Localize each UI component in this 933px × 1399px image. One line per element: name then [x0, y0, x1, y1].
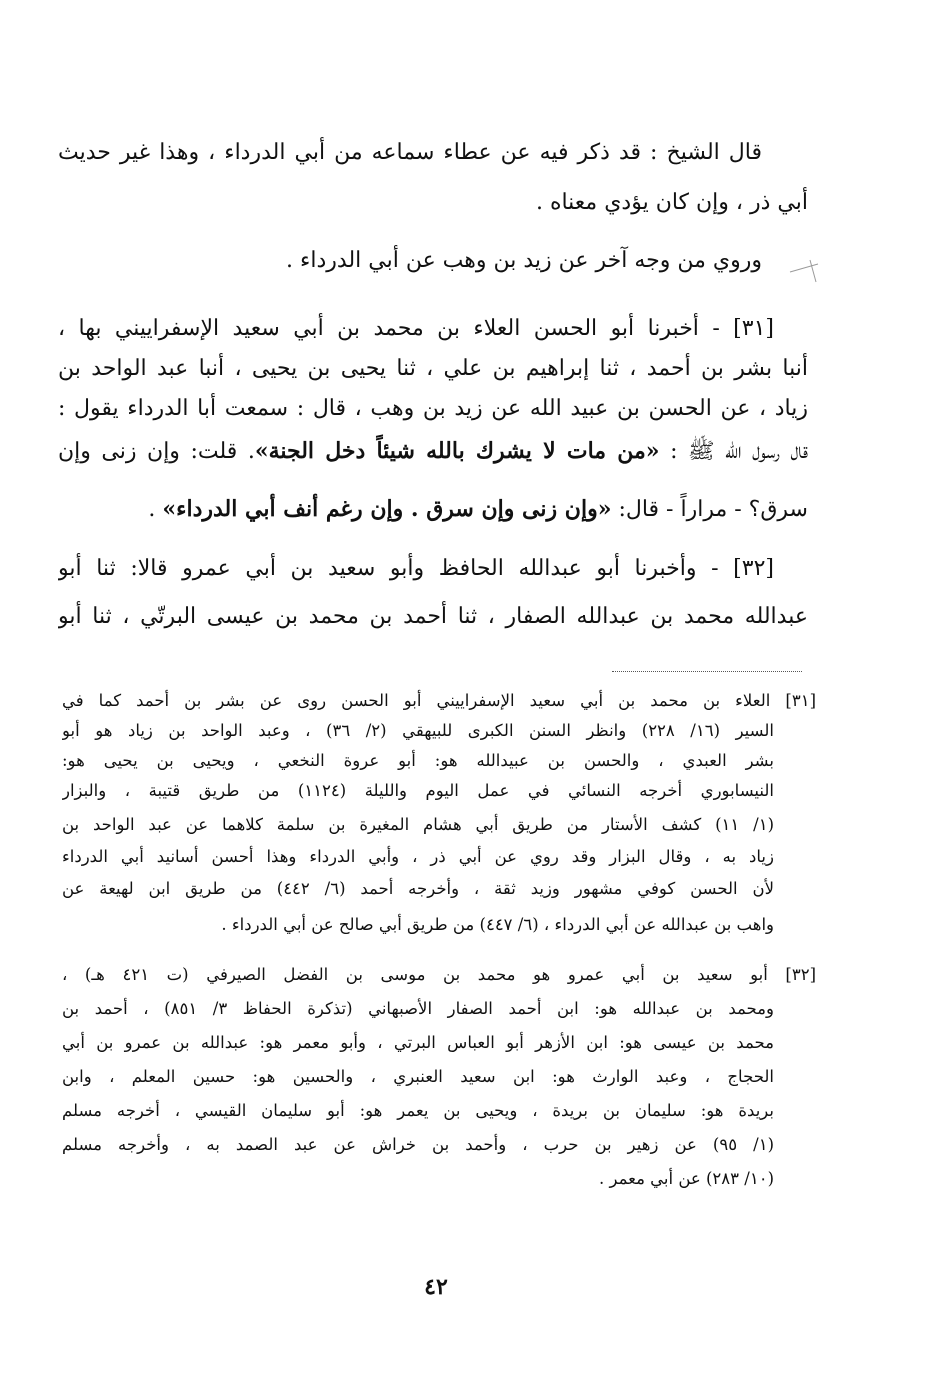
hadith-quote: «من مات لا يشرك بالله شيئاً دخل الجنة» [254, 438, 660, 464]
margin-pencil-mark [788, 256, 824, 286]
footnote-line: السير (١٦/ ٢٢٨) وانظر السنن الكبرى للبيهقي (٢/ ٣٦) ، وعبد الواحد بن زياد هو أبو [62, 721, 774, 740]
footnote-separator [612, 671, 802, 672]
main-text-segment: . [148, 497, 163, 522]
main-text-segment: قال رسول الله ﷺ : [659, 439, 808, 464]
page-number: ٤٢ [424, 1274, 448, 1300]
footnote-line: الحجاج ، وعبد الوارث هو: ابن سعيد العنبري ، والحسين هو: حسين المعلم ، وابن [62, 1067, 774, 1086]
footnote-line: ومحمد بن عبدالله هو: ابن أحمد الصفار الأصبهاني (تذكرة الحفاظ ٣/ ٨٥١) ، أحمد بن [62, 999, 774, 1018]
footnote-line: (١/ ١١) كشف الأستار من طريق أبي هشام المغيرة بن سلمة كلاهما عن عبد الواحد بن [62, 815, 774, 834]
main-text-segment: . قلت: وإن زنى وإن [58, 439, 255, 464]
footnote-line: بريدة هو: سليمان بن بريدة ، ويحيى بن يعمر هو: أبو سليمان القيسي ، أخرجه مسلم [62, 1101, 774, 1120]
footnote-line: (١/ ٩٥) عن زهير بن حرب ، وأحمد بن خراش عن عبد الصمد به ، وأخرجه مسلم [62, 1135, 774, 1154]
footnote-line: (١٠/ ٢٨٣) عن أبي معمر . [598, 1169, 774, 1188]
main-text-line: [٣٢] - وأخبرنا أبو عبدالله الحافظ وأبو سعيد بن أبي عمرو قالا: ثنا أبو [58, 556, 774, 581]
footnote-line: بشر العبدي ، والحسن بن عبيدالله هو: أبو عروة النخعي ، ويحيى بن يحيى هو: [62, 751, 774, 770]
main-text-line: عبدالله محمد بن عبدالله الصفار ، ثنا أحمد بن محمد بن عيسى البرتّي ، ثنا أبو [58, 604, 808, 629]
main-text-line: قال الشيخ : قد ذكر فيه عن عطاء سماعه من أبي الدرداء ، وهذا غير حديث [58, 140, 762, 165]
main-text-line: أبي ذر ، وإن كان يؤدي معناه . [535, 190, 808, 215]
hadith-quote: «وإن زنى وإن سرق . وإن رغم أنف أبي الدرداء» [162, 496, 612, 522]
footnote-line: النيسابوري أخرجه النسائي في عمل اليوم والليلة (١١٢٤) من طريق قتيبة ، والبزار [62, 781, 774, 800]
main-text-line: زياد ، عن الحسن بن عبيد الله عن زيد بن وهب ، قال : سمعت أبا الدرداء يقول : [58, 396, 808, 421]
footnote-line: [٣٢] أبو سعيد بن أبي عمرو هو محمد بن موسى بن الفضل الصيرفي (ت ٤٢١ هـ) ، [62, 965, 816, 984]
footnote-line: [٣١] العلاء بن محمد بن أبي سعيد الإسفراييني أبو الحسن روى عن بشر بن أحمد كما في [62, 691, 816, 710]
main-text-line: أنبا بشر بن أحمد ، ثنا إبراهيم بن علي ، ثنا يحيى بن يحيى ، أنبا عبد الواحد بن [58, 356, 808, 381]
footnote-line: محمد بن عيسى هو: ابن الأزهر أبو العباس البرتي ، وأبو معمر هو: عبدالله بن عمرو بن أبي [62, 1033, 774, 1052]
main-text-line: وروي من وجه آخر عن زيد بن وهب عن أبي الدرداء . [286, 248, 762, 273]
footnote-line: زياد به ، وقال البزار وقد روي عن أبي ذر ، وأبي الدرداء وهذا أحسن أسانيد أبي الدرداء [62, 847, 774, 866]
main-text-line [58, 434, 808, 472]
footnote-line: واهب بن عبدالله عن أبي الدرداء ، (٦/ ٤٤٧) من طريق أبي صالح عن أبي الدرداء . [221, 915, 774, 934]
main-text-segment: سرق؟ - مراراً - قال: [611, 497, 808, 522]
main-text-line [58, 492, 808, 530]
main-text-line: [٣١] - أخبرنا أبو الحسن العلاء بن محمد بن أبي سعيد الإسفراييني بها ، [58, 316, 774, 341]
footnote-line: لأن الحسن كوفي مشهور وزيد ثقة ، وأخرجه أحمد (٦/ ٤٤٢) من طريق ابن لهيعة عن [62, 879, 774, 898]
